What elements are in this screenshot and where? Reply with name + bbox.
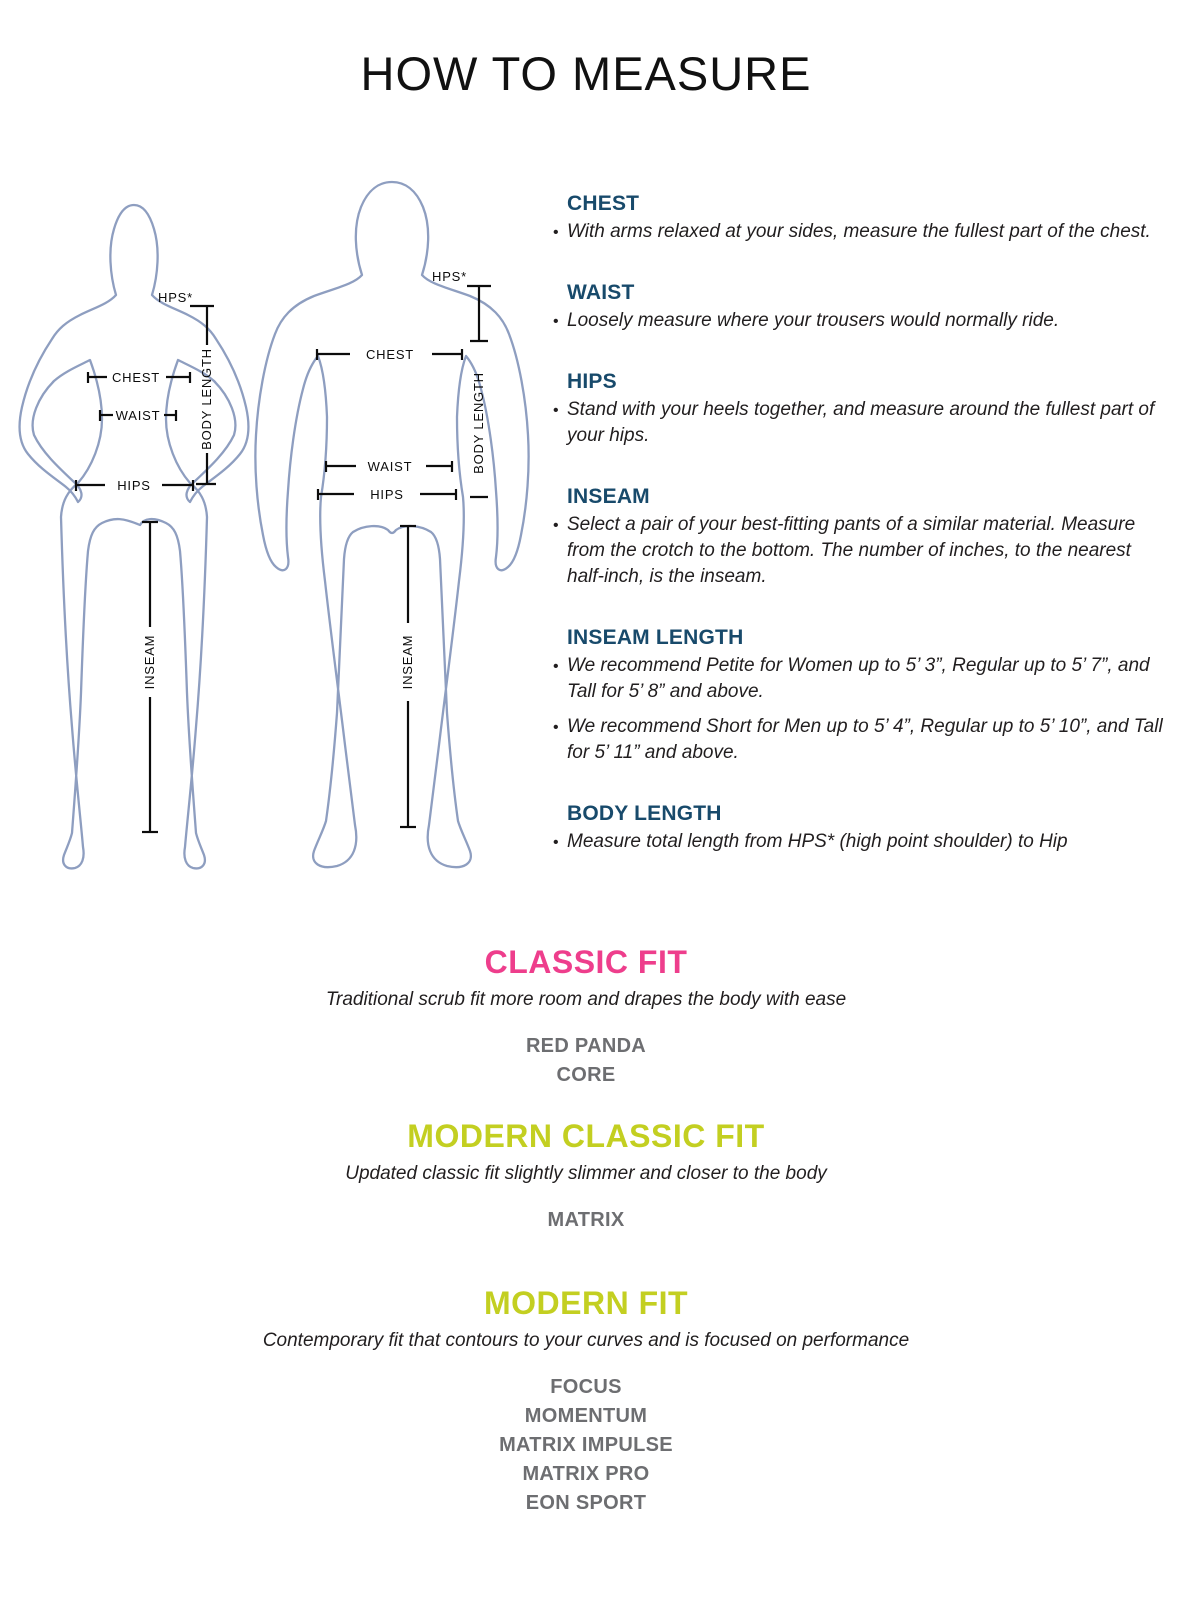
male-waist-label: WAIST (367, 459, 413, 474)
female-hips-label: HIPS (117, 478, 151, 493)
female-chest-label: CHEST (111, 370, 161, 385)
product-name: MATRIX (547, 1209, 625, 1231)
measure-bullet: • With arms relaxed at your sides, measure the fullest part of the chest. (553, 219, 1173, 245)
fit-name: CLASSIC FIT (484, 944, 688, 980)
measurement-instructions (553, 192, 1173, 891)
male-hips-label: HIPS (370, 487, 404, 502)
product-name: MATRIX IMPULSE (499, 1434, 673, 1456)
measure-section-inseam-length (553, 626, 1173, 766)
female-body-length-label: BODY LENGTH (199, 348, 214, 450)
product-name: MATRIX PRO (522, 1463, 650, 1485)
male-body-outline (255, 182, 528, 867)
measure-heading: INSEAM LENGTH (567, 626, 744, 649)
male-body-length-measure (470, 286, 488, 497)
measure-section-hips (553, 370, 1173, 449)
product-name: EON SPORT (525, 1492, 647, 1514)
female-hips-measure (76, 478, 193, 493)
fit-name: MODERN FIT (483, 1285, 689, 1321)
female-waist-label: WAIST (115, 408, 161, 423)
fit-description: Contemporary fit that contours to your curves and is focused on performance (262, 1330, 910, 1351)
female-inseam-measure (142, 522, 158, 832)
male-chest-label: CHEST (365, 347, 415, 362)
measure-section-chest (553, 192, 1173, 245)
male-waist-measure (326, 459, 452, 474)
female-figure (20, 205, 249, 868)
measure-bullet: • Loosely measure where your trousers would normally ride. (553, 308, 1173, 334)
fit-section-classic (0, 944, 1172, 1090)
male-inseam-label: INSEAM (400, 634, 415, 690)
male-hips-measure (318, 487, 456, 502)
measure-bullet: • Stand with your heels together, and measure around the fullest part of your hips. (553, 397, 1173, 449)
fit-description: Traditional scrub fit more room and drapes the body with ease (325, 989, 847, 1010)
female-body-outline (20, 205, 249, 868)
male-hps-measure (432, 269, 491, 286)
measure-heading: BODY LENGTH (567, 802, 722, 825)
fit-name: MODERN CLASSIC FIT (407, 1118, 765, 1154)
measure-heading: WAIST (567, 281, 635, 304)
measure-bullet: • We recommend Petite for Women up to 5’ 3”, Regular up to 5’ 7”, and Tall for 5’ 8” and above. (553, 653, 1173, 705)
measure-heading: CHEST (567, 192, 640, 215)
fit-section-modern-classic (0, 1118, 1172, 1235)
female-body-length-measure (196, 306, 216, 484)
measure-heading: HIPS (567, 370, 617, 393)
male-inseam-measure (400, 526, 416, 827)
male-chest-measure (317, 347, 462, 362)
measure-bullet: • Select a pair of your best-fitting pants of a similar material. Measure from the crotch to the bottom. The number of inches, to the nearest half-inch, is the inseam. (553, 512, 1173, 590)
measure-section-body-length (553, 802, 1173, 855)
measurement-diagram (0, 150, 560, 900)
female-hps-label: HPS* (158, 290, 193, 305)
fit-description: Updated classic fit slightly slimmer and closer to the body (345, 1163, 827, 1184)
male-figure (255, 182, 528, 867)
fit-guide (0, 944, 1172, 1518)
male-body-length-label: BODY LENGTH (471, 372, 486, 474)
fit-section-modern (0, 1285, 1172, 1518)
female-hps-measure (158, 290, 214, 306)
product-name: RED PANDA (525, 1035, 647, 1057)
measure-bullet: • Measure total length from HPS* (high point shoulder) to Hip (553, 829, 1173, 855)
page-title: HOW TO MEASURE (360, 47, 812, 100)
measure-heading: INSEAM (567, 485, 650, 508)
measure-section-inseam (553, 485, 1173, 590)
product-name: CORE (556, 1064, 616, 1086)
male-hps-label: HPS* (432, 269, 467, 284)
measure-section-waist (553, 281, 1173, 334)
female-waist-measure (100, 408, 176, 423)
measure-bullet: • We recommend Short for Men up to 5’ 4”, Regular up to 5’ 10”, and Tall for 5’ 11” and above. (553, 714, 1173, 766)
product-name: FOCUS (550, 1376, 622, 1398)
product-name: MOMENTUM (524, 1405, 648, 1427)
female-inseam-label: INSEAM (142, 634, 157, 690)
